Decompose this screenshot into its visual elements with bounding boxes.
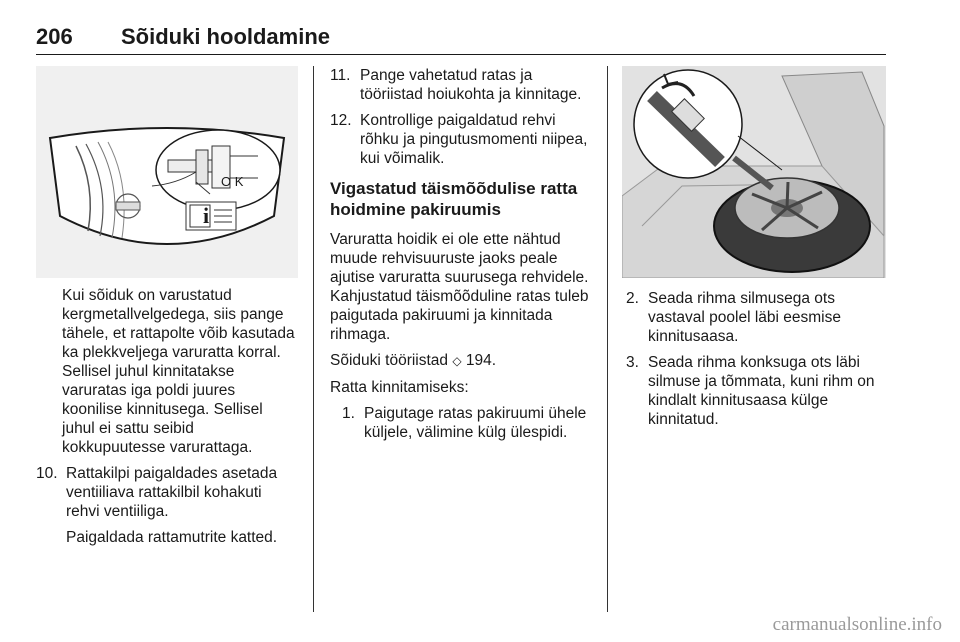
- list-number: 12.: [330, 112, 352, 129]
- page-title: Sõiduki hooldamine: [121, 24, 331, 49]
- reference-arrow-icon: ◇: [452, 354, 462, 368]
- list-item-10: [36, 464, 298, 521]
- caps-paragraph: Paigaldada rattamutrite katted.: [66, 529, 278, 546]
- watermark: carmanualsonline.info: [772, 614, 942, 635]
- list-text: Pange vahetatud ratas ja tööriistad hoiukohta ja kinnitage.: [360, 67, 582, 103]
- step-2: [622, 289, 886, 346]
- step-text: Seada rihma silmusega ots vastaval poolel läbi eesmise kinnitusaasa.: [648, 290, 841, 345]
- list-number: 10.: [36, 465, 58, 482]
- column-divider-left: [313, 66, 314, 612]
- wheel-bolt-figure: [36, 66, 298, 278]
- step-text: Seada rihma konksuga ots läbi silmuse ja tõmmata, kuni rihm on kindlalt kinnitusaasa külge kinnitatud.: [648, 354, 875, 428]
- column-2-text: [330, 66, 596, 449]
- column-1-text: [36, 286, 298, 554]
- column-3-text: [622, 289, 886, 436]
- page-header: [36, 20, 886, 55]
- section-heading: Vigastatud täismõõdulise ratta hoidmine pakiruumis: [330, 179, 578, 219]
- ok-label: O K: [221, 174, 244, 189]
- body-paragraph: Varuratta hoidik ei ole ette nähtud muude rehvisuuruste jaoks peale ajutise varuratta suurusega rehvidele. Kahjustatud täismõõduline ratas tuleb paigutada pakiruumi ja kinnitada rihmaga.: [330, 231, 589, 343]
- list-number: 11.: [330, 67, 351, 84]
- list-item-12: [330, 111, 596, 168]
- step-3: [622, 353, 886, 429]
- boot-wheel-illustration: [622, 66, 886, 278]
- list-text: Kontrollige paigaldatud rehvi rõhku ja pingutusmomenti niipea, kui võimalik.: [360, 112, 588, 167]
- step-number: 3.: [626, 354, 639, 371]
- list-text: Rattakilpi paigaldades asetada ventiiliava rattakilbil kohakuti rehvi ventiiliga.: [66, 465, 278, 520]
- cross-reference: [330, 351, 596, 371]
- step-1: [330, 404, 596, 442]
- boot-wheel-figure: [622, 66, 886, 278]
- step-number: 2.: [626, 290, 639, 307]
- list-item-11: [330, 66, 596, 104]
- column-divider-right: [607, 66, 608, 612]
- intro-paragraph: Kui sõiduk on varustatud kergmetallvelgedega, siis pange tähele, et rattapolte võib kasutada ka plekkveljega varuratta korral. Sellisel juhul kinnitatakse varuratas iga poldi juures koonilise kinnitusega. Sellisel juhul ei sattu seibid kokkupuutesse varurattaga.: [62, 287, 295, 456]
- step-text: Paigutage ratas pakiruumi ühele küljele, välimine külg ülespidi.: [364, 405, 587, 441]
- step-number: 1.: [342, 405, 355, 422]
- wheel-bolt-illustration: [36, 66, 298, 278]
- info-book-icon: i: [202, 203, 210, 228]
- reference-text: Sõiduki tööriistad: [330, 352, 449, 369]
- steps-intro: Ratta kinnitamiseks:: [330, 379, 469, 396]
- page-number: 206: [36, 24, 73, 49]
- reference-page: 194.: [465, 352, 497, 369]
